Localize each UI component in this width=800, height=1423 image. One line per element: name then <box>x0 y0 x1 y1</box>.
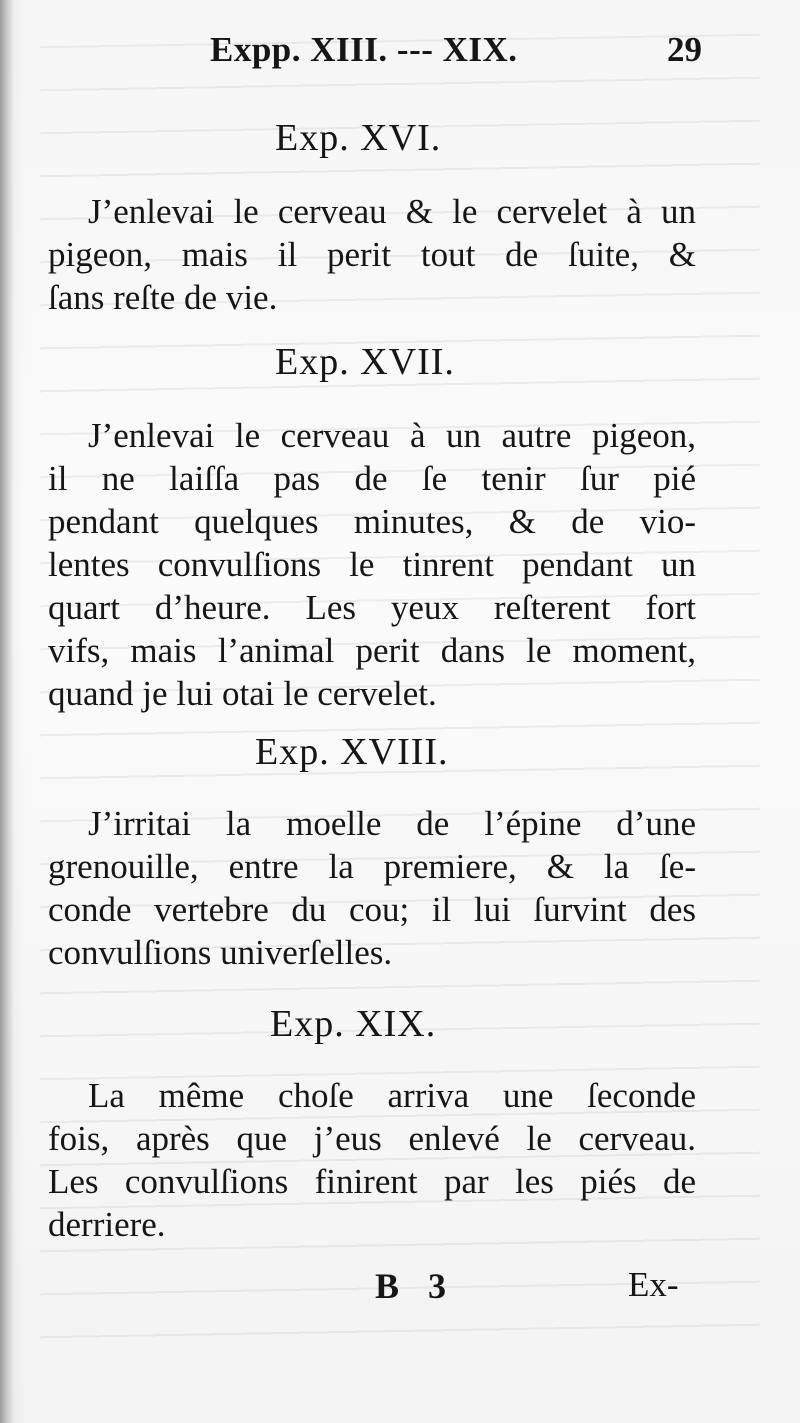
text-line: vifs, mais l’animal perit dans le moment, <box>48 631 696 670</box>
section-text-xix <box>48 1074 696 1246</box>
section-heading-text: Exp. XIX. <box>270 1003 437 1045</box>
text-line: convulſions univerſelles. <box>48 933 393 972</box>
page-number: 29 <box>667 30 702 69</box>
section-heading-text: Exp. XVIII. <box>255 731 449 773</box>
book-spine-shadow <box>0 0 14 1423</box>
section-heading-text: Exp. XVI. <box>275 117 442 159</box>
text-line: quand je lui otai le cervelet. <box>48 674 437 713</box>
text-line: ſans reſte de vie. <box>48 278 278 317</box>
running-head <box>0 30 800 74</box>
catchword: Ex- <box>628 1265 679 1304</box>
text-line: il ne laiſſa pas de ſe tenir ſur pié <box>48 459 696 498</box>
text-line: Les convulſions finirent par les piés de <box>48 1162 696 1201</box>
running-title: Expp. XIII. --- XIX. <box>210 30 518 69</box>
section-text-xvi <box>48 190 696 319</box>
text-line: quart d’heure. Les yeux reſterent fort <box>48 588 696 627</box>
text-line: derriere. <box>48 1205 166 1244</box>
text-line: pigeon, mais il perit tout de ſuite, & <box>48 235 696 274</box>
section-text-xviii <box>48 802 696 974</box>
text-line: grenouille, entre la premiere, & la ſe- <box>48 847 696 886</box>
text-line: J’enlevai le cerveau & le cervelet à un <box>88 192 696 231</box>
text-line: lentes convulſions le tinrent pendant un <box>48 545 696 584</box>
section-text-xvii <box>48 414 696 715</box>
text-line: pendant quelques minutes, & de vio- <box>48 502 696 541</box>
text-line: J’irritai la moelle de l’épine d’une <box>88 804 696 843</box>
text-line: conde vertebre du cou; il lui ſurvint des <box>48 890 696 929</box>
text-line: J’enlevai le cerveau à un autre pigeon, <box>88 416 696 455</box>
text-line: La même choſe arriva une ſeconde <box>88 1076 696 1115</box>
signature-mark: B 3 <box>375 1266 457 1306</box>
section-heading-text: Exp. XVII. <box>275 341 455 383</box>
text-line: fois, après que j’eus enlevé le cerveau. <box>48 1119 696 1158</box>
